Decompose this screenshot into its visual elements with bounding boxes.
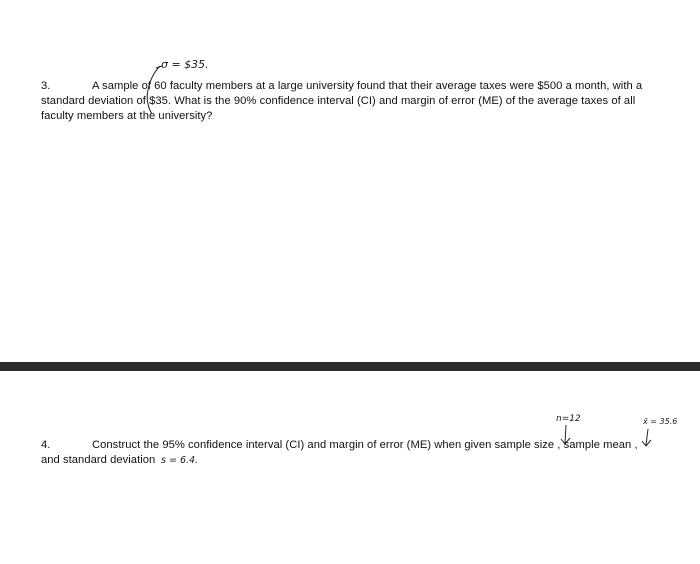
handwritten-n-note: n=12	[556, 414, 581, 424]
annotation-slash-mark	[140, 62, 170, 122]
question-4-line-2: and standard deviation	[41, 454, 156, 466]
handwritten-xbar-note: x̄ = 35.6	[643, 417, 678, 426]
question-4	[41, 438, 671, 468]
section-divider	[0, 362, 700, 371]
handwritten-sigma-note: σ = $35.	[161, 58, 209, 71]
question-3	[41, 79, 671, 124]
question-4-number: 4.	[41, 439, 51, 451]
question-4-line-1	[41, 438, 671, 453]
question-3-line-3: faculty members at the university?	[41, 110, 213, 122]
question-3-line-1	[41, 79, 671, 94]
question-4-text-1: Construct the 95% confidence interval (CI) and margin of error (ME) when given sample size , sample mean ,	[92, 439, 638, 451]
handwritten-s-note: s = 6.4.	[161, 455, 199, 466]
question-3-text-1: A sample of 60 faculty members at a large university found that their average taxes were $500 a month, with a	[92, 80, 643, 92]
question-3-line-2: standard deviation of $35. What is the 90% confidence interval (CI) and margin of error (ME) of the average taxes of all	[41, 95, 636, 107]
question-3-number: 3.	[41, 80, 51, 92]
